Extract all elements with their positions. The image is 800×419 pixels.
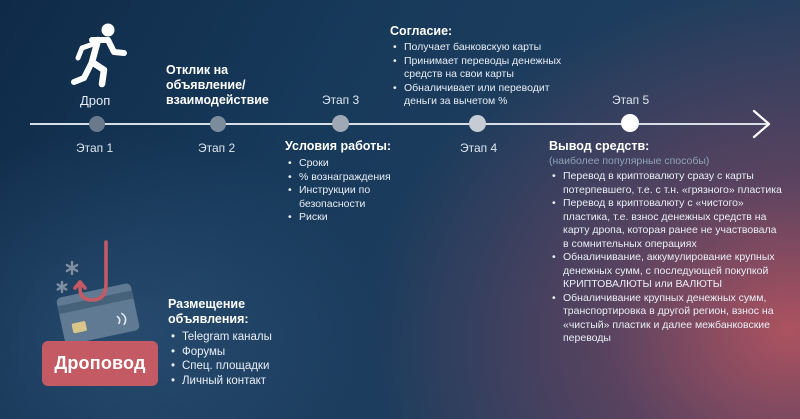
list-item: • Спец. площадки: [168, 359, 298, 374]
stage-label-3: Этап 3: [322, 93, 360, 107]
agreement-header: Согласие:: [390, 24, 453, 38]
agreement-block: [390, 24, 565, 109]
timeline-arrow: [0, 108, 800, 140]
conditions-block: [285, 139, 415, 225]
list-item: • Telegram каналы: [168, 330, 298, 345]
agreement-list: [390, 41, 565, 109]
list-item: • Принимает переводы денежных средств на свои карты: [390, 55, 565, 82]
list-item: • Личный контакт: [168, 374, 298, 389]
stage-label-5: Этап 5: [612, 93, 650, 107]
conditions-list: [285, 157, 415, 225]
list-item: • Обналичивает или переводит деньги за вычетом %: [390, 82, 565, 109]
list-item: • Обналичивание, аккумулирование крупных денежных сумм, с последующей покупкой КРИПТОВАЛЮТЫ или ВАЛЮТЫ: [549, 251, 783, 292]
bank-card-icon: [56, 283, 140, 346]
list-item: • Форумы: [168, 345, 298, 360]
stage-node-2: [210, 116, 226, 132]
stage-node-1: [89, 116, 105, 132]
stage-label-4: Этап 4: [460, 141, 498, 155]
withdrawal-list: [549, 170, 783, 346]
list-item: • Перевод в криптовалюту с «чистого» пластика, т.е. взнос денежных средств на карту дропа, которая ранее не участвовала в сомнительных операциях: [549, 197, 783, 251]
list-item: • Обналичивание крупных денежных сумм, транспортировка в другой регион, взнос на «чистый» пластик и далее межбанковские переводы: [549, 292, 783, 346]
list-item: • % вознаграждения: [285, 171, 415, 185]
stage2-header: Отклик на объявление/ взаимодействие: [166, 63, 269, 107]
placement-block: [168, 297, 298, 388]
stage-node-3: [332, 115, 349, 132]
list-item: • Перевод в криптовалюту сразу с карты потерпевшего, т.е. с т.н. «грязного» пластика: [549, 170, 783, 197]
stage-label-2: Этап 2: [198, 141, 236, 155]
card-hook-illustration: [40, 238, 152, 350]
withdrawal-header: Вывод средств:: [549, 139, 650, 153]
placement-list: [168, 330, 298, 388]
running-person-icon: [68, 22, 128, 88]
placement-header: Размещение объявления:: [168, 297, 249, 326]
list-item: • Сроки: [285, 157, 415, 171]
withdrawal-subheader: (наиболее популярные способы): [549, 155, 710, 167]
list-item: • Получает банковскую карты: [390, 41, 565, 55]
list-item: • Риски: [285, 211, 415, 225]
conditions-header: Условия работы:: [285, 139, 392, 153]
stage-label-1: Этап 1: [76, 141, 114, 155]
stage-node-5: [621, 114, 639, 132]
withdrawal-block: [549, 139, 783, 346]
list-item: • Инструкции по безопасности: [285, 184, 415, 211]
stage-node-4: [469, 115, 486, 132]
drop-label: Дроп: [80, 93, 111, 108]
droppovod-badge: Дроповод: [42, 341, 158, 386]
